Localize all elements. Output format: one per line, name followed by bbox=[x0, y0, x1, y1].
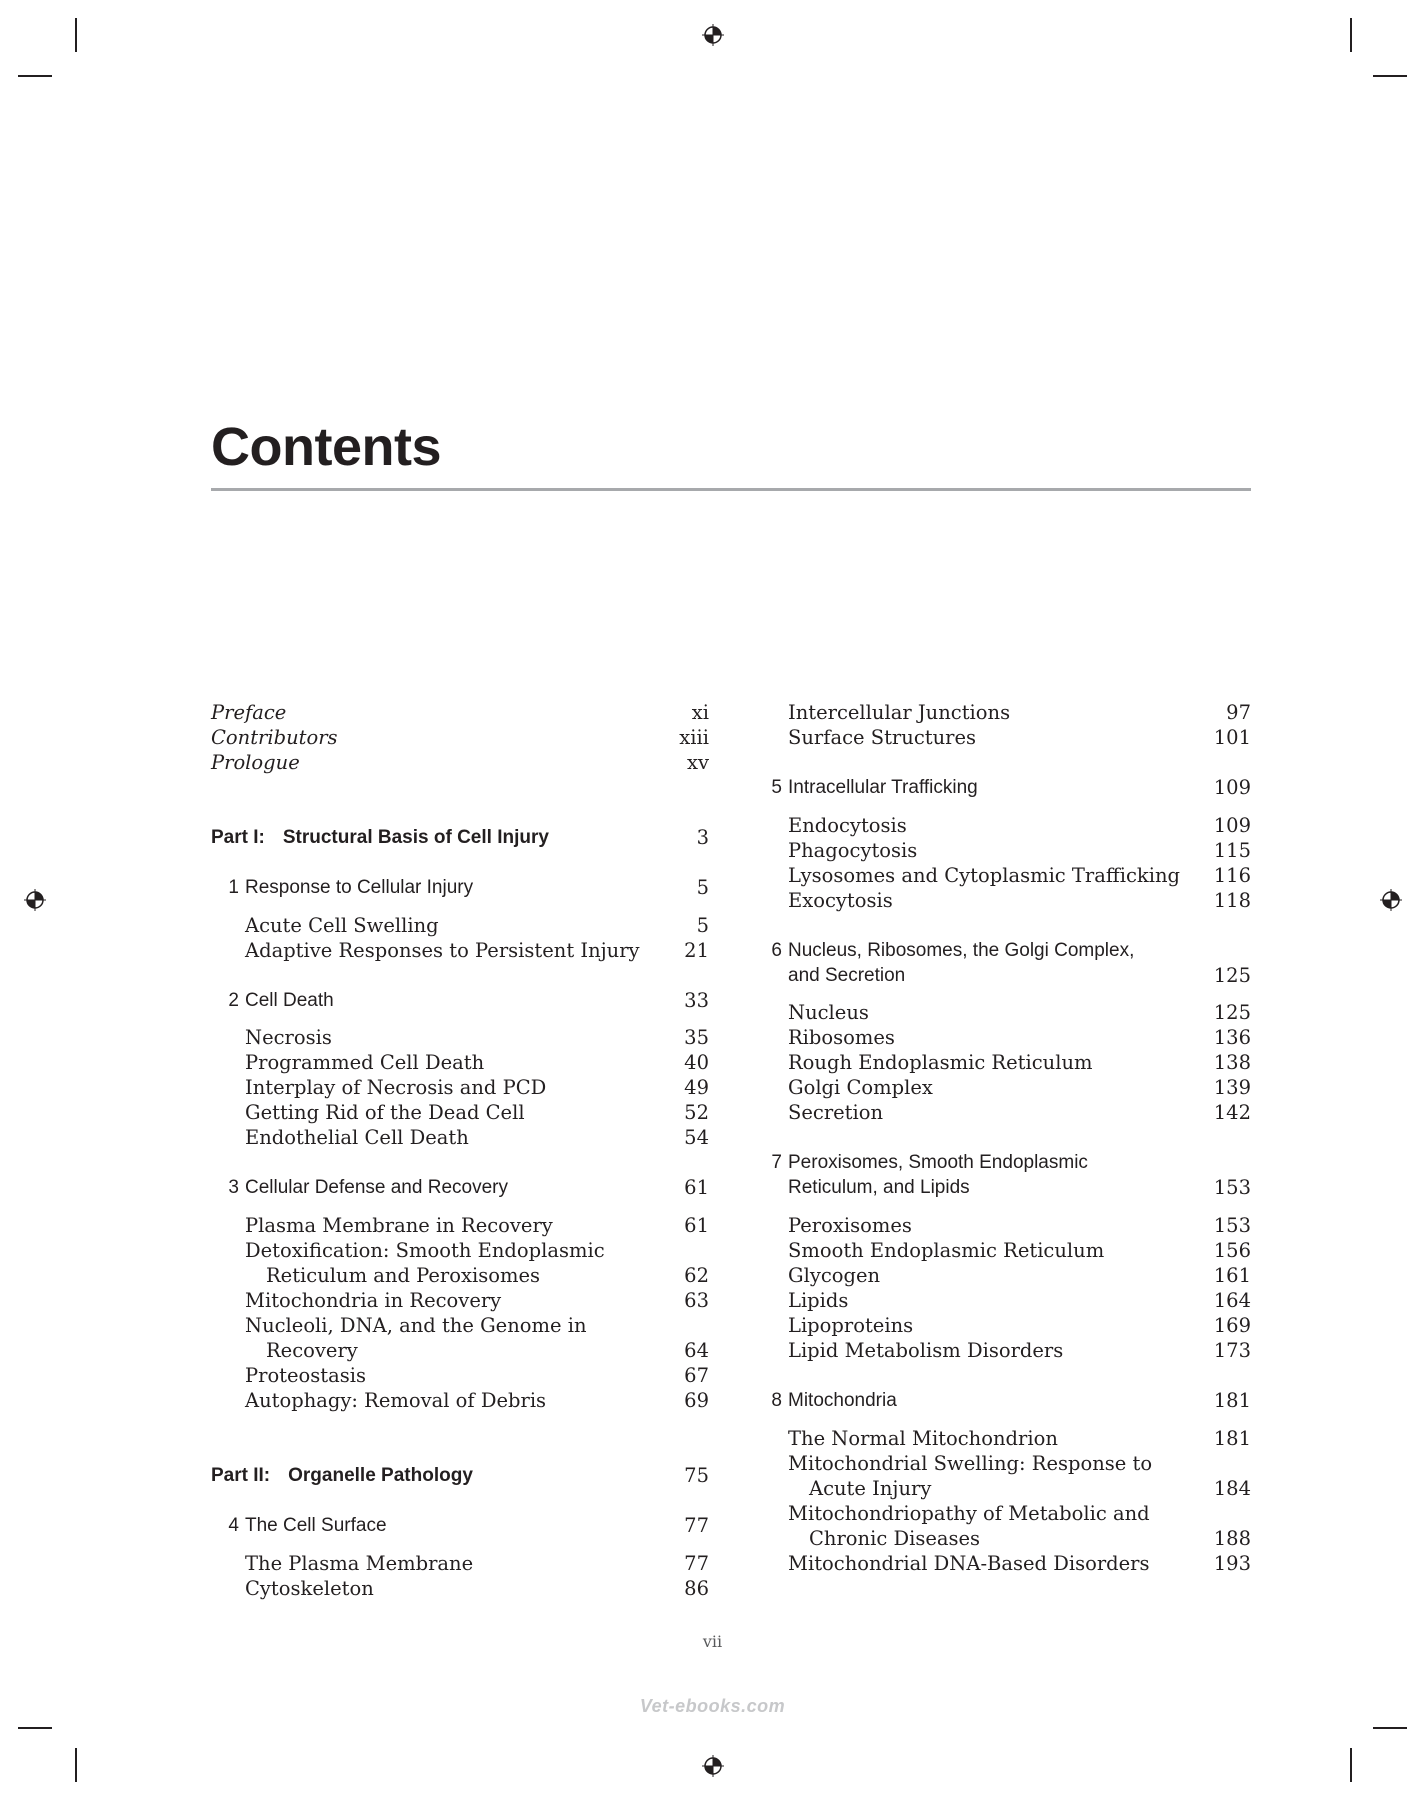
entry-page: 161 bbox=[1213, 1264, 1251, 1287]
section-title: Lipid Metabolism Disorders bbox=[788, 1339, 1064, 1362]
toc-section-entry[interactable] bbox=[766, 1213, 1251, 1238]
section-title: Mitochondriopathy of Metabolic and bbox=[788, 1502, 1150, 1525]
toc-part-heading[interactable] bbox=[211, 825, 709, 850]
crop-mark bbox=[1373, 75, 1407, 77]
toc-section-entry[interactable] bbox=[766, 1263, 1251, 1288]
chapter-number: 5 bbox=[771, 777, 782, 798]
entry-page: 188 bbox=[1213, 1527, 1251, 1550]
section-title: Endothelial Cell Death bbox=[245, 1126, 469, 1149]
chapter-number: 2 bbox=[228, 990, 239, 1011]
toc-chapter-entry[interactable] bbox=[211, 1175, 709, 1200]
chapter-number: 1 bbox=[228, 877, 239, 898]
section-title: Programmed Cell Death bbox=[245, 1051, 485, 1074]
entry-page: 3 bbox=[696, 826, 709, 849]
entry-page: 125 bbox=[1213, 1001, 1251, 1024]
toc-chapter-entry[interactable] bbox=[766, 1150, 1251, 1175]
toc-chapter-entry-continued[interactable] bbox=[766, 963, 1251, 988]
entry-title: Preface bbox=[211, 701, 287, 724]
registration-mark-icon bbox=[24, 889, 46, 911]
section-title: Endocytosis bbox=[788, 814, 907, 837]
toc-section-entry[interactable] bbox=[766, 1501, 1251, 1526]
toc-section-entry[interactable] bbox=[766, 1313, 1251, 1338]
toc-section-entry[interactable] bbox=[211, 1388, 709, 1413]
toc-section-entry[interactable] bbox=[211, 1288, 709, 1313]
section-title: Rough Endoplasmic Reticulum bbox=[788, 1051, 1093, 1074]
crop-mark bbox=[1350, 18, 1352, 52]
entry-page: 139 bbox=[1213, 1076, 1251, 1099]
entry-page: xi bbox=[691, 701, 709, 724]
section-title: Nucleus bbox=[788, 1001, 869, 1024]
crop-mark bbox=[18, 75, 52, 77]
entry-page: 52 bbox=[684, 1101, 709, 1124]
section-title: Plasma Membrane in Recovery bbox=[245, 1214, 553, 1237]
toc-section-entry[interactable] bbox=[766, 1238, 1251, 1263]
toc-section-entry-continued[interactable] bbox=[211, 1263, 709, 1288]
chapter-title: The Cell Surface bbox=[245, 1515, 387, 1536]
section-title: Secretion bbox=[788, 1101, 884, 1124]
part-label: Part II: bbox=[211, 1465, 271, 1486]
toc-chapter-entry[interactable] bbox=[211, 875, 709, 900]
toc-section-entry[interactable] bbox=[211, 938, 709, 963]
entry-title: Contributors bbox=[211, 726, 338, 749]
toc-section-entry[interactable] bbox=[211, 1025, 709, 1050]
toc-section-entry[interactable] bbox=[211, 1050, 709, 1075]
entry-page: 5 bbox=[696, 876, 709, 899]
chapter-title: Response to Cellular Injury bbox=[245, 877, 474, 898]
entry-page: 62 bbox=[684, 1264, 709, 1287]
toc-section-entry[interactable] bbox=[766, 700, 1251, 725]
chapter-number: 3 bbox=[228, 1177, 239, 1198]
section-title: Proteostasis bbox=[245, 1364, 367, 1387]
toc-section-entry[interactable] bbox=[766, 1426, 1251, 1451]
entry-page: 86 bbox=[684, 1577, 709, 1600]
section-title-continued: Acute Injury bbox=[809, 1477, 932, 1500]
toc-chapter-entry[interactable] bbox=[211, 1513, 709, 1538]
toc-section-entry[interactable] bbox=[766, 813, 1251, 838]
toc-chapter-entry[interactable] bbox=[211, 988, 709, 1013]
section-title: Cytoskeleton bbox=[245, 1577, 374, 1600]
toc-section-entry[interactable] bbox=[766, 1000, 1251, 1025]
section-title: Mitochondrial DNA-Based Disorders bbox=[788, 1552, 1150, 1575]
part-title: Structural Basis of Cell Injury bbox=[282, 827, 549, 848]
entry-page: 136 bbox=[1213, 1026, 1251, 1049]
section-title: Ribosomes bbox=[788, 1026, 895, 1049]
entry-page: 173 bbox=[1213, 1339, 1251, 1362]
section-title: Interplay of Necrosis and PCD bbox=[245, 1076, 547, 1099]
entry-page: 77 bbox=[684, 1552, 709, 1575]
chapter-number: 6 bbox=[771, 940, 782, 961]
section-title: Mitochondrial Swelling: Response to bbox=[788, 1452, 1153, 1475]
entry-page: 5 bbox=[696, 914, 709, 937]
entry-page: 125 bbox=[1213, 964, 1251, 987]
toc-section-entry[interactable] bbox=[766, 1451, 1251, 1476]
toc-section-entry[interactable] bbox=[211, 1213, 709, 1238]
toc-section-entry[interactable] bbox=[211, 1075, 709, 1100]
toc-section-entry[interactable] bbox=[211, 1313, 709, 1338]
section-title: Lysosomes and Cytoplasmic Trafficking bbox=[788, 864, 1180, 887]
toc-section-entry[interactable] bbox=[211, 1576, 709, 1601]
entry-page: 101 bbox=[1213, 726, 1251, 749]
section-title: Golgi Complex bbox=[788, 1076, 933, 1099]
section-title: Necrosis bbox=[245, 1026, 332, 1049]
toc-section-entry[interactable] bbox=[766, 1338, 1251, 1363]
entry-page: 64 bbox=[684, 1339, 709, 1362]
toc-chapter-entry[interactable] bbox=[766, 938, 1251, 963]
toc-chapter-entry[interactable] bbox=[766, 775, 1251, 800]
toc-section-entry[interactable] bbox=[766, 863, 1251, 888]
title-rule bbox=[211, 488, 1251, 491]
entry-page: 181 bbox=[1213, 1427, 1251, 1450]
entry-page: 35 bbox=[684, 1026, 709, 1049]
entry-page: 75 bbox=[684, 1464, 709, 1487]
entry-page: 169 bbox=[1213, 1314, 1251, 1337]
entry-page: 138 bbox=[1213, 1051, 1251, 1074]
chapter-number: 7 bbox=[771, 1152, 782, 1173]
entry-page: 54 bbox=[684, 1126, 709, 1149]
toc-front-matter-entry[interactable] bbox=[211, 750, 709, 775]
entry-page: 164 bbox=[1213, 1289, 1251, 1312]
toc-section-entry[interactable] bbox=[766, 725, 1251, 750]
entry-page: 118 bbox=[1213, 889, 1251, 912]
section-title: The Plasma Membrane bbox=[245, 1552, 474, 1575]
toc-section-entry-continued[interactable] bbox=[211, 1338, 709, 1363]
entry-page: 33 bbox=[684, 989, 709, 1012]
section-title: Lipoproteins bbox=[788, 1314, 914, 1337]
toc-section-entry[interactable] bbox=[211, 1551, 709, 1576]
entry-page: 142 bbox=[1213, 1101, 1251, 1124]
toc-part-heading[interactable] bbox=[211, 1463, 709, 1488]
crop-mark bbox=[1350, 1748, 1352, 1782]
entry-page: 49 bbox=[684, 1076, 709, 1099]
toc-section-entry[interactable] bbox=[211, 1100, 709, 1125]
entry-page: 40 bbox=[684, 1051, 709, 1074]
section-title: Smooth Endoplasmic Reticulum bbox=[788, 1239, 1105, 1262]
section-title-continued: Recovery bbox=[266, 1339, 358, 1362]
chapter-title: Nucleus, Ribosomes, the Golgi Complex, bbox=[788, 940, 1135, 961]
toc-section-entry[interactable] bbox=[211, 1238, 709, 1263]
watermark-logo: Vet-ebooks.com bbox=[639, 1696, 786, 1716]
page-title: Contents bbox=[211, 417, 441, 477]
entry-page: 61 bbox=[684, 1176, 709, 1199]
entry-page: 109 bbox=[1213, 776, 1251, 799]
chapter-title: Cell Death bbox=[245, 990, 334, 1011]
chapter-title: Intracellular Trafficking bbox=[788, 777, 978, 798]
chapter-title-continued: and Secretion bbox=[788, 965, 906, 986]
crop-mark bbox=[75, 1748, 77, 1782]
toc-chapter-entry[interactable] bbox=[766, 1388, 1251, 1413]
toc-section-entry[interactable] bbox=[766, 1100, 1251, 1125]
chapter-number: 8 bbox=[771, 1390, 782, 1411]
toc-front-matter-entry[interactable] bbox=[211, 700, 709, 725]
section-title: Glycogen bbox=[788, 1264, 881, 1287]
toc-section-entry[interactable] bbox=[766, 1075, 1251, 1100]
registration-mark-icon bbox=[702, 24, 724, 46]
section-title: Autophagy: Removal of Debris bbox=[245, 1389, 547, 1412]
section-title: Lipids bbox=[788, 1289, 849, 1312]
section-title: Exocytosis bbox=[788, 889, 893, 912]
section-title: Phagocytosis bbox=[788, 839, 918, 862]
entry-page: 115 bbox=[1213, 839, 1251, 862]
section-title: Getting Rid of the Dead Cell bbox=[245, 1101, 525, 1124]
toc-section-entry[interactable] bbox=[766, 838, 1251, 863]
entry-page: 193 bbox=[1213, 1552, 1251, 1575]
crop-mark bbox=[1373, 1727, 1407, 1729]
crop-mark bbox=[75, 18, 77, 52]
section-title: Intercellular Junctions bbox=[788, 701, 1011, 724]
entry-page: 67 bbox=[684, 1364, 709, 1387]
section-title: The Normal Mitochondrion bbox=[788, 1427, 1058, 1450]
section-title: Nucleoli, DNA, and the Genome in bbox=[245, 1314, 587, 1337]
crop-mark bbox=[18, 1727, 52, 1729]
entry-page: 153 bbox=[1213, 1214, 1251, 1237]
entry-page: 69 bbox=[684, 1389, 709, 1412]
toc-section-entry[interactable] bbox=[766, 1551, 1251, 1576]
section-title: Mitochondria in Recovery bbox=[245, 1289, 502, 1312]
toc-section-entry[interactable] bbox=[211, 913, 709, 938]
entry-page: 116 bbox=[1213, 864, 1251, 887]
chapter-title: Peroxisomes, Smooth Endoplasmic bbox=[788, 1152, 1088, 1173]
entry-page: 61 bbox=[684, 1214, 709, 1237]
section-title-continued: Reticulum and Peroxisomes bbox=[266, 1264, 540, 1287]
registration-mark-icon bbox=[1380, 889, 1402, 911]
chapter-title: Mitochondria bbox=[788, 1390, 897, 1411]
registration-mark-icon bbox=[702, 1755, 724, 1777]
toc-section-entry-continued[interactable] bbox=[766, 1526, 1251, 1551]
chapter-title: Cellular Defense and Recovery bbox=[245, 1177, 508, 1198]
toc-section-entry[interactable] bbox=[766, 1288, 1251, 1313]
chapter-number: 4 bbox=[228, 1515, 239, 1536]
page-number: vii bbox=[702, 1632, 723, 1651]
toc-chapter-entry-continued[interactable] bbox=[766, 1175, 1251, 1200]
toc-front-matter-entry[interactable] bbox=[211, 725, 709, 750]
part-title: Organelle Pathology bbox=[288, 1465, 473, 1486]
entry-page: 63 bbox=[684, 1289, 709, 1312]
entry-page: xv bbox=[686, 751, 709, 774]
toc-section-entry[interactable] bbox=[766, 1050, 1251, 1075]
entry-page: 21 bbox=[684, 939, 709, 962]
entry-title: Prologue bbox=[211, 751, 300, 774]
toc-section-entry-continued[interactable] bbox=[766, 1476, 1251, 1501]
entry-page: 153 bbox=[1213, 1176, 1251, 1199]
section-title: Acute Cell Swelling bbox=[245, 914, 439, 937]
toc-section-entry[interactable] bbox=[211, 1125, 709, 1150]
entry-page: xiii bbox=[679, 726, 709, 749]
section-title: Surface Structures bbox=[788, 726, 977, 749]
section-title: Detoxification: Smooth Endoplasmic bbox=[245, 1239, 605, 1262]
entry-page: 77 bbox=[684, 1514, 709, 1537]
toc-section-entry[interactable] bbox=[766, 1025, 1251, 1050]
entry-page: 156 bbox=[1213, 1239, 1251, 1262]
entry-page: 97 bbox=[1226, 701, 1251, 724]
entry-page: 181 bbox=[1213, 1389, 1251, 1412]
section-title: Adaptive Responses to Persistent Injury bbox=[245, 939, 640, 962]
entry-page: 184 bbox=[1213, 1477, 1251, 1500]
toc-section-entry[interactable] bbox=[211, 1363, 709, 1388]
chapter-title-continued: Reticulum, and Lipids bbox=[788, 1177, 970, 1198]
toc-section-entry[interactable] bbox=[766, 888, 1251, 913]
part-label: Part I: bbox=[211, 827, 265, 848]
entry-page: 109 bbox=[1213, 814, 1251, 837]
section-title: Peroxisomes bbox=[788, 1214, 912, 1237]
section-title-continued: Chronic Diseases bbox=[809, 1527, 981, 1550]
